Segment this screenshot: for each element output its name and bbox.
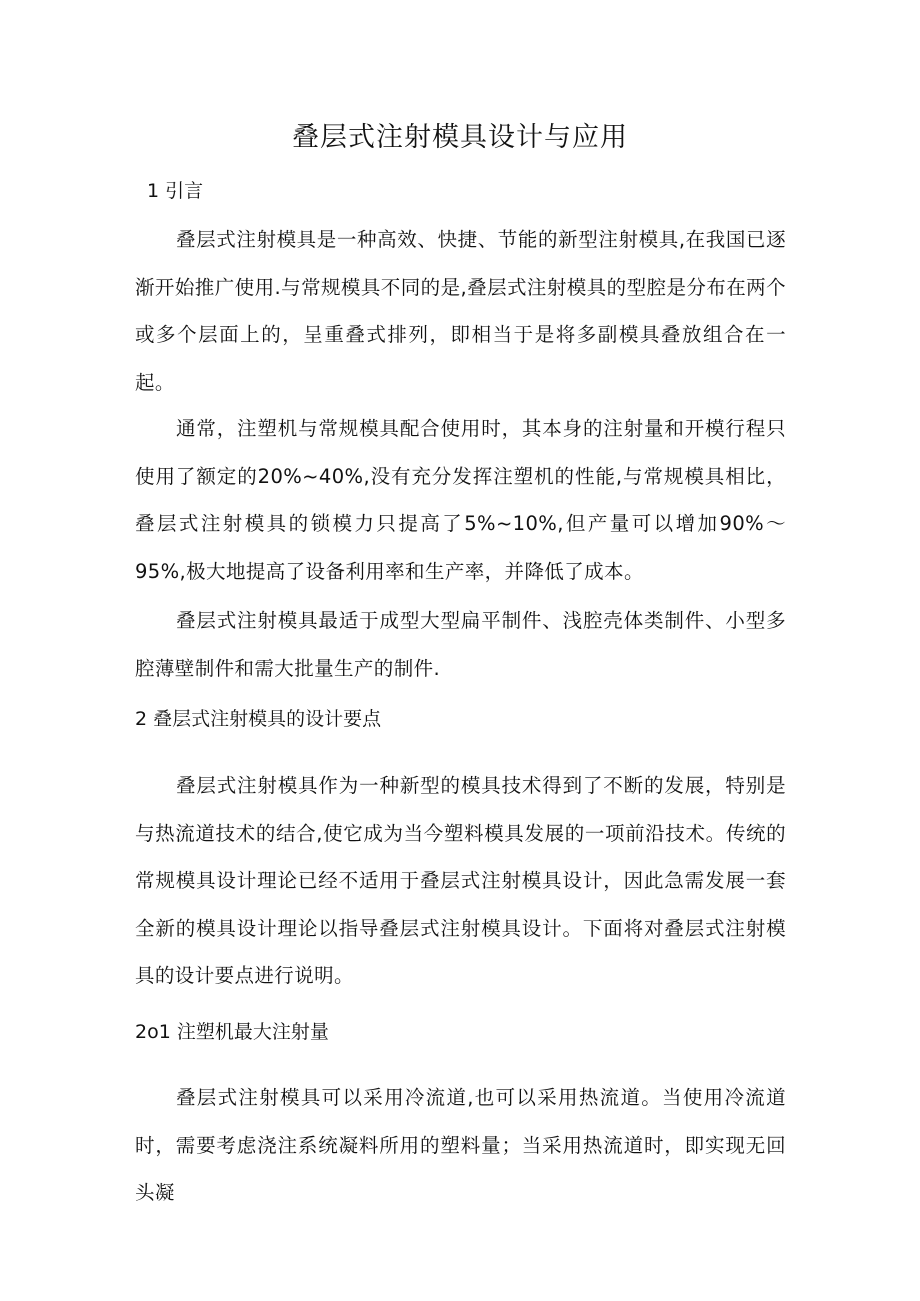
paragraph-max-injection-1: 叠层式注射模具可以采用冷流道,也可以采用热流道。当使用冷流道时，需要考虑浇注系统凝料所用的塑料量；当采用热流道时，即实现无回头凝 [135,1086,786,1204]
section-heading-design-points: 2 叠层式注射模具的设计要点 [135,708,382,730]
section-heading-introduction: 1 引言 [147,180,204,202]
paragraph-intro-1: 叠层式注射模具是一种高效、快捷、节能的新型注射模具,在我国已逐渐开始推广使用.与常规模具不同的是,叠层式注射模具的型腔是分布在两个或多个层面上的，呈重叠式排列，即相当于是将多副模具叠放组合在一起。 [135,228,786,394]
paragraph-intro-2: 通常，注塑机与常规模具配合使用时，其本身的注射量和开模行程只使用了额定的20%~40%,没有充分发挥注塑机的性能,与常规模具相比，叠层式注射模具的锁模力只提高了5%~10%,但产量可以增加90%～95%,极大地提高了设备利用率和生产率，并降低了成本。 [135,417,786,583]
paragraph-intro-3: 叠层式注射模具最适于成型大型扁平制件、浅腔壳体类制件、小型多腔薄壁制件和需大批量生产的制件. [135,609,786,680]
document-title: 叠层式注射模具设计与应用 [292,122,628,153]
paragraph-design-1: 叠层式注射模具作为一种新型的模具技术得到了不断的发展，特别是与热流道技术的结合,使它成为当今塑料模具发展的一项前沿技术。传统的常规模具设计理论已经不适用于叠层式注射模具设计，因此急需发展一套全新的模具设计理论以指导叠层式注射模具设计。下面将对叠层式注射模具的设计要点进行说明。 [135,774,786,987]
section-heading-max-injection: 2o1 注塑机最大注射量 [135,1021,329,1043]
